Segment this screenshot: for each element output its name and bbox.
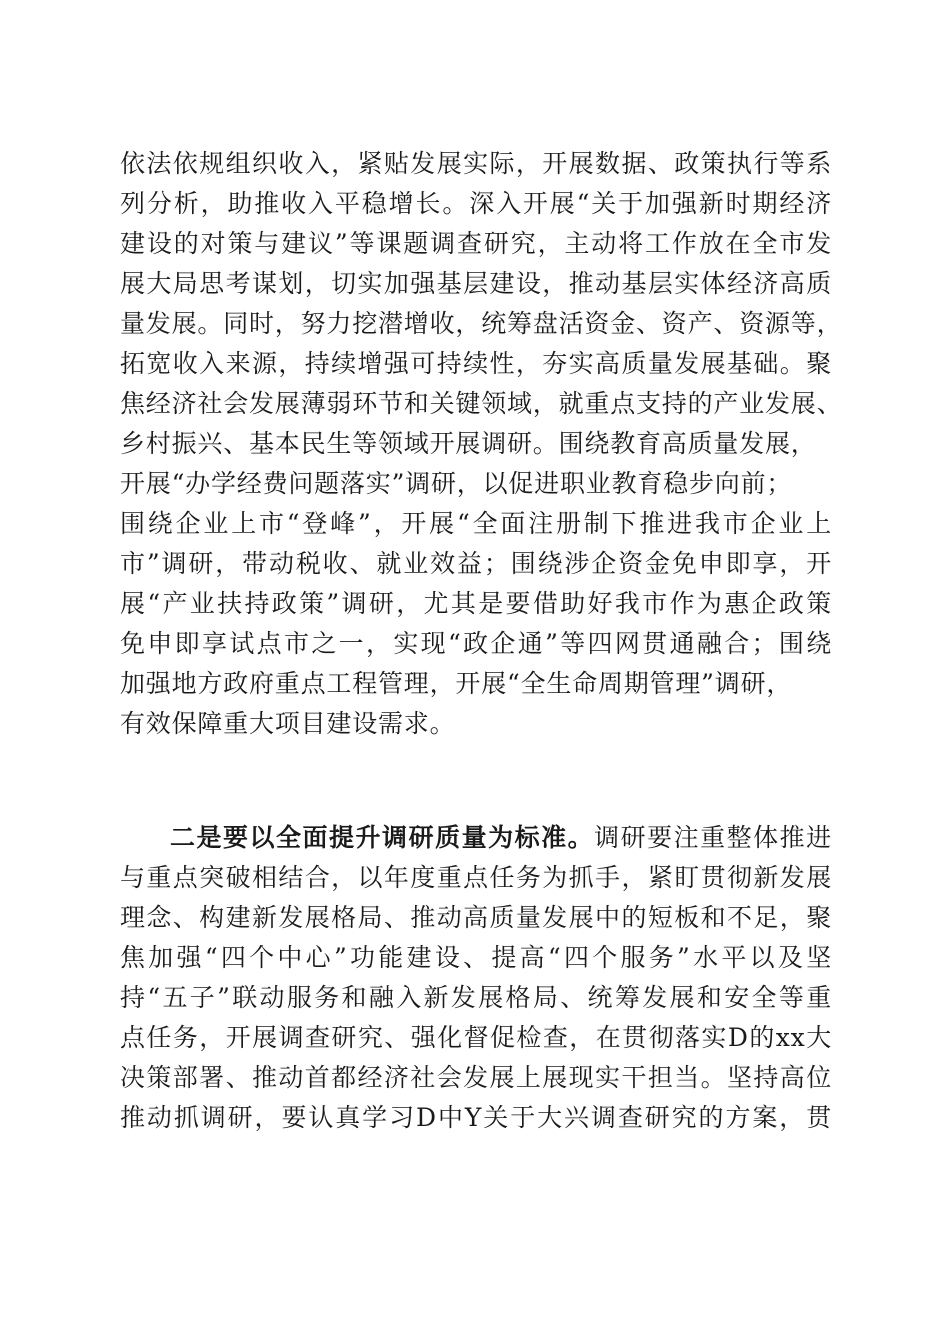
text-line: 开展“办学经费问题落实”调研，以促进职业教育稳步向前； <box>120 469 793 498</box>
text-line: 焦经济社会发展薄弱环节和关键领域，就重点支持的产业发展、 <box>120 389 843 418</box>
text-line: 决策部署、推动首都经济社会发展上展现实干担当。坚持高位 <box>120 1063 832 1092</box>
text-line: 加强地方政府重点工程管理，开展“全生命周期管理”调研， <box>120 669 793 698</box>
text-line: 依法依规组织收入，紧贴发展实际，开展数据、政策执行等系 <box>120 149 832 178</box>
text-line: 焦加强“四个中心”功能建设、提高“四个服务”水平以及坚 <box>120 943 832 972</box>
text-line: 推动抓调研，要认真学习D中Y关于大兴调查研究的方案，贯 <box>120 1103 832 1132</box>
text-line: 围绕企业上市“登峰”，开展“全面注册制下推进我市企业上 <box>120 509 832 538</box>
text-line: 列分析，助推收入平稳增长。深入开展“关于加强新时期经济 <box>120 189 832 218</box>
text-line: 与重点突破相结合，以年度重点任务为抓手，紧盯贯彻新发展 <box>120 863 832 892</box>
text-line: 点任务，开展调查研究、强化督促检查，在贯彻落实D的xx大 <box>120 1023 832 1052</box>
text-line: 免申即享试点市之一，实现“政企通”等四网贯通融合；围绕 <box>120 629 832 658</box>
text-line: 有效保障重大项目建设需求。 <box>120 709 456 738</box>
heading-continuation: 调研要注重整体推进 <box>594 823 832 852</box>
text-line: 量发展。同时，努力挖潜增收，统筹盘活资金、资产、资源等， <box>120 309 843 338</box>
text-line: 市”调研，带动税收、就业效益；围绕涉企资金免申即享，开 <box>120 549 832 578</box>
text-line: 持“五子”联动服务和融入新发展格局、统筹发展和安全等重 <box>120 983 832 1012</box>
text-line: 展大局思考谋划，切实加强基层建设，推动基层实体经济高质 <box>120 269 832 298</box>
paragraph-2 <box>120 818 832 1138</box>
paragraph-heading: 二是要以全面提升调研质量为标准。 <box>170 823 595 852</box>
paragraph-1 <box>120 144 843 744</box>
text-line: 乡村振兴、基本民生等领域开展调研。围绕教育高质量发展， <box>120 429 817 458</box>
text-line: 拓宽收入来源，持续增强可持续性，夯实高质量发展基础。聚 <box>120 349 832 378</box>
text-line: 理念、构建新发展格局、推动高质量发展中的短板和不足，聚 <box>120 903 832 932</box>
text-line: 展“产业扶持政策”调研，尤其是要借助好我市作为惠企政策 <box>120 589 832 618</box>
text-line: 建设的对策与建议”等课题调查研究，主动将工作放在全市发 <box>120 229 832 258</box>
paragraph-first-line <box>120 818 832 858</box>
